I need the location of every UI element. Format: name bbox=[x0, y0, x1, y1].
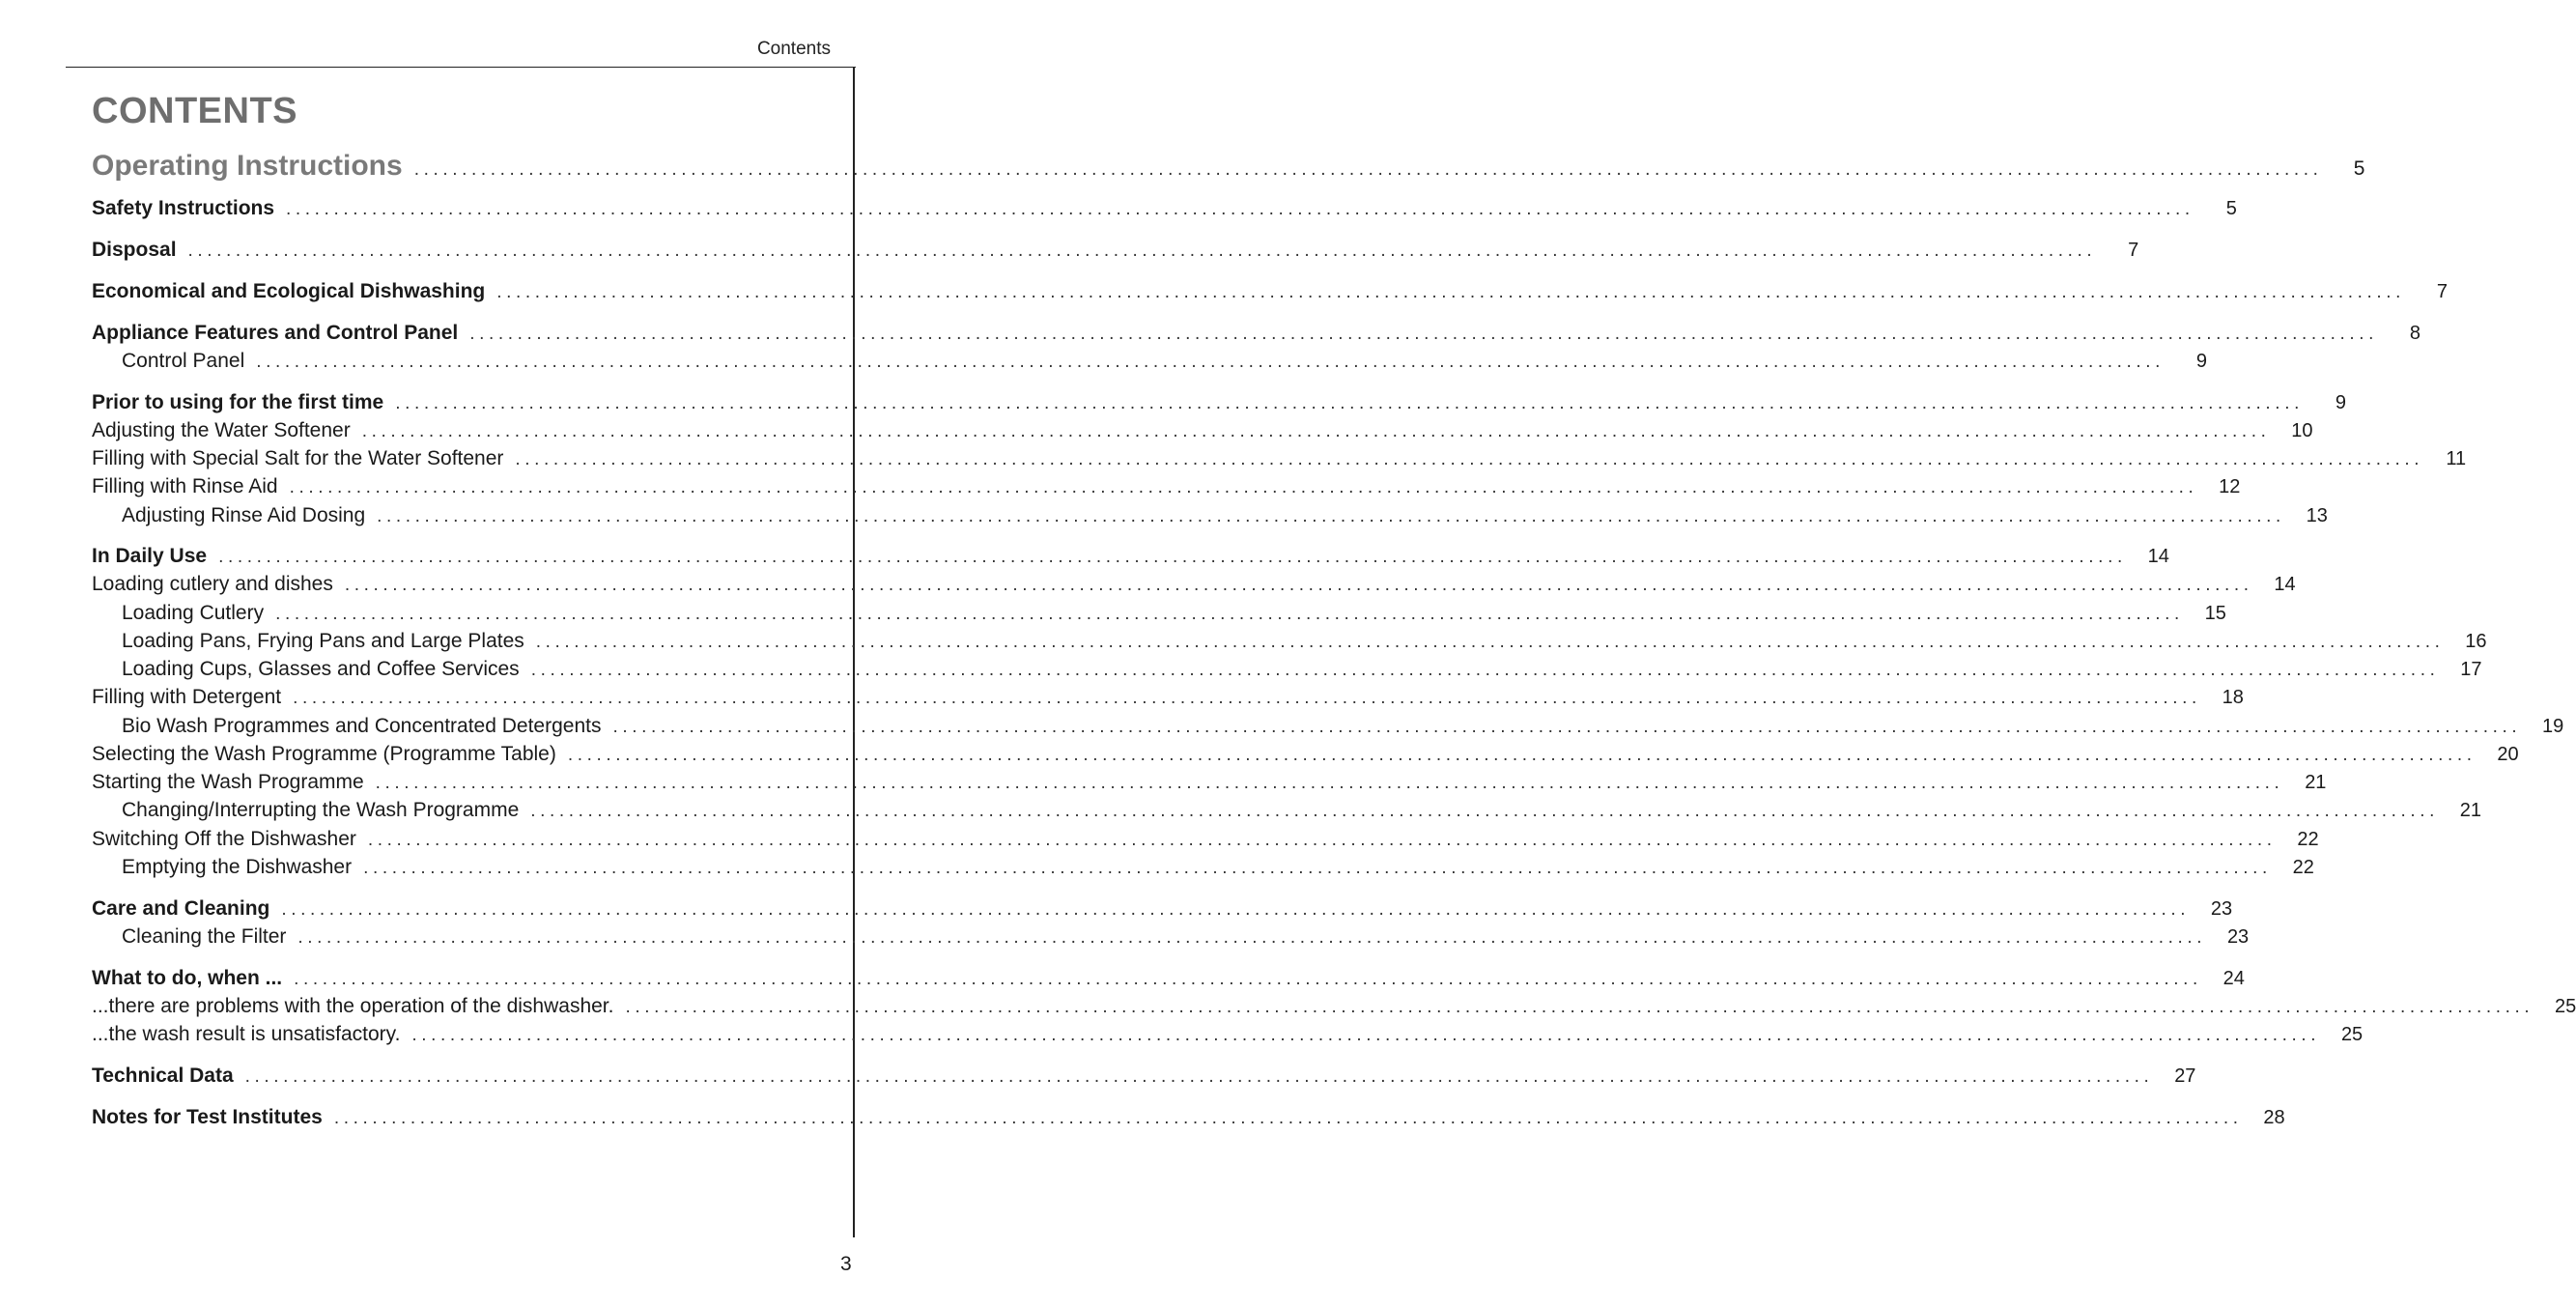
toc-entry-page: 17 bbox=[2460, 659, 2482, 680]
toc-entry bbox=[92, 896, 2233, 923]
toc-entry-page: 23 bbox=[2226, 926, 2250, 948]
toc-entry-page: 28 bbox=[2263, 1107, 2285, 1128]
toc-entry bbox=[122, 349, 2208, 375]
toc-entry-page: 10 bbox=[2291, 420, 2313, 441]
toc-entry-title: Emptying the Dishwasher bbox=[122, 856, 353, 878]
toc-entry-page: 23 bbox=[2210, 898, 2233, 920]
toc-entry-title: Care and Cleaning bbox=[92, 897, 270, 920]
toc-entry bbox=[92, 685, 2244, 711]
toc-entry-page: 12 bbox=[2219, 476, 2241, 497]
toc-entry bbox=[92, 544, 2169, 570]
dot-leader: ........................................................................................................................................................................................................ bbox=[281, 899, 2191, 920]
dot-leader: ........................................................................................................................................................................................................ bbox=[333, 1108, 2243, 1128]
toc-entry-title: Cleaning the Filter bbox=[122, 925, 287, 948]
toc-entry bbox=[92, 418, 2313, 444]
toc-entry bbox=[122, 629, 2487, 655]
dot-leader: ........................................................................................................................................................................................................ bbox=[289, 477, 2198, 497]
toc-entry-title: ...the wash result is unsatisfactory. bbox=[92, 1023, 401, 1045]
dot-leader: ........................................................................................................................................................................................................ bbox=[293, 688, 2201, 708]
toc-entry-page: 22 bbox=[2292, 857, 2314, 878]
toc-entry-page: 21 bbox=[2305, 772, 2327, 793]
toc-entry bbox=[122, 855, 2314, 881]
toc-entry bbox=[92, 321, 2421, 347]
toc-entry bbox=[92, 1105, 2285, 1131]
dot-leader: ........................................................................................................................................................................................................ bbox=[496, 282, 2406, 302]
toc-entry-page: 9 bbox=[2335, 392, 2346, 413]
toc-entry-title: Starting the Wash Programme bbox=[92, 771, 364, 793]
dot-leader: ........................................................................................................................................................................................................ bbox=[612, 717, 2522, 737]
dot-leader: ........................................................................................................................................................................................................ bbox=[567, 745, 2477, 765]
dot-leader: ........................................................................................................................................................................................................ bbox=[413, 159, 2323, 180]
toc-entry-title: In Daily Use bbox=[92, 545, 208, 567]
toc-entry-page: 13 bbox=[2306, 505, 2328, 526]
toc-entry-title: Loading Pans, Frying Pans and Large Plates bbox=[122, 630, 524, 652]
toc-entry-title: Filling with Detergent bbox=[92, 686, 282, 708]
toc-entry-title: Appliance Features and Control Panel bbox=[92, 322, 459, 344]
page-number: 3 bbox=[840, 1253, 852, 1275]
toc-entry-title: ...there are problems with the operation of the dishwasher. bbox=[92, 995, 614, 1017]
toc-entry bbox=[92, 994, 2576, 1020]
dot-leader: ........................................................................................................................................................................................................ bbox=[367, 830, 2277, 850]
dot-leader: ........................................................................................................................................................................................................ bbox=[515, 449, 2424, 469]
toc-entry bbox=[122, 924, 2250, 951]
toc-entry-page: 27 bbox=[2174, 1065, 2196, 1087]
dot-leader: ........................................................................................................................................................................................................ bbox=[256, 352, 2166, 372]
dot-leader: ........................................................................................................................................................................................................ bbox=[187, 241, 2097, 261]
toc-entry-title: Adjusting the Water Softener bbox=[92, 419, 351, 441]
dot-leader: ........................................................................................................................................................................................................ bbox=[469, 324, 2379, 344]
toc-entry-page: 21 bbox=[2459, 800, 2482, 821]
toc-entry-title: What to do, when ... bbox=[92, 967, 283, 989]
toc-entry bbox=[92, 827, 2319, 853]
dot-leader: ........................................................................................................................................................................................................ bbox=[244, 1066, 2154, 1087]
toc-entry-page: 9 bbox=[2195, 351, 2208, 372]
toc-entry-page: 5 bbox=[2225, 198, 2237, 219]
toc-entry-title: Safety Instructions bbox=[92, 197, 275, 219]
toc-entry-title: Loading Cutlery bbox=[122, 602, 265, 624]
toc-entry bbox=[122, 657, 2482, 683]
page-title: CONTENTS bbox=[92, 91, 297, 131]
toc-entry bbox=[92, 150, 2365, 186]
dot-leader: ........................................................................................................................................................................................................ bbox=[363, 858, 2272, 878]
dot-leader: ........................................................................................................................................................................................................ bbox=[535, 632, 2445, 652]
toc-entry-page: 25 bbox=[2555, 996, 2576, 1017]
toc-entry-title: Loading cutlery and dishes bbox=[92, 573, 333, 595]
toc-entry bbox=[92, 474, 2241, 500]
toc-entry-page: 18 bbox=[2222, 687, 2244, 708]
dot-leader: ........................................................................................................................................................................................................ bbox=[297, 927, 2207, 948]
dot-leader: ........................................................................................................................................................................................................ bbox=[625, 997, 2534, 1017]
toc-entry bbox=[92, 742, 2519, 768]
toc-entry-page: 11 bbox=[2446, 448, 2467, 469]
toc-entry-title: Notes for Test Institutes bbox=[92, 1106, 323, 1128]
toc-entry-title: Bio Wash Programmes and Concentrated Detergents bbox=[122, 715, 602, 737]
toc-entry-page: 16 bbox=[2465, 631, 2487, 652]
toc-entry-title: Control Panel bbox=[122, 350, 245, 372]
toc-entry-page: 7 bbox=[2436, 281, 2449, 302]
toc-entry-title: Economical and Ecological Dishwashing bbox=[92, 280, 486, 302]
dot-leader: ........................................................................................................................................................................................................ bbox=[286, 199, 2194, 219]
dot-leader: ........................................................................................................................................................................................................ bbox=[294, 969, 2202, 989]
toc-entry-page: 14 bbox=[2147, 546, 2169, 567]
toc-entry-title: Changing/Interrupting the Wash Programme bbox=[122, 799, 520, 821]
toc-entry-page: 7 bbox=[2128, 240, 2139, 261]
dot-leader: ........................................................................................................................................................................................................ bbox=[361, 421, 2271, 441]
toc-entry-title: Filling with Rinse Aid bbox=[92, 475, 278, 497]
toc-entry-page: 20 bbox=[2497, 744, 2519, 765]
toc-entry bbox=[122, 798, 2482, 824]
toc-entry bbox=[92, 196, 2237, 222]
toc-entry bbox=[92, 770, 2327, 796]
toc-entry bbox=[92, 279, 2449, 305]
toc-entry-title: Technical Data bbox=[92, 1065, 234, 1087]
toc-entry bbox=[92, 572, 2296, 598]
dot-leader: ........................................................................................................................................................................................................ bbox=[395, 393, 2304, 413]
dot-leader: ........................................................................................................................................................................................................ bbox=[344, 575, 2253, 595]
toc-entry bbox=[122, 601, 2226, 627]
toc-entry-page: 14 bbox=[2274, 574, 2296, 595]
running-header: Contents bbox=[756, 39, 831, 59]
toc-entry bbox=[92, 390, 2346, 416]
toc-entry-title: Disposal bbox=[92, 239, 177, 261]
dot-leader: ........................................................................................................................................................................................................ bbox=[218, 547, 2127, 567]
toc-entry-page: 15 bbox=[2204, 603, 2226, 624]
toc-entry bbox=[92, 966, 2245, 992]
dot-leader: ........................................................................................................................................................................................................ bbox=[530, 660, 2440, 680]
toc-entry bbox=[122, 714, 2564, 740]
toc-entry bbox=[92, 238, 2139, 264]
toc-entry-title: Filling with Special Salt for the Water Softener bbox=[92, 447, 504, 469]
dot-leader: ........................................................................................................................................................................................................ bbox=[275, 604, 2184, 624]
dot-leader: ........................................................................................................................................................................................................ bbox=[411, 1025, 2321, 1045]
toc-entry-page: 24 bbox=[2222, 968, 2245, 989]
dot-leader: ........................................................................................................................................................................................................ bbox=[377, 506, 2285, 526]
toc-entry bbox=[92, 1064, 2196, 1090]
toc-entry-page: 19 bbox=[2541, 716, 2564, 737]
dot-leader: ........................................................................................................................................................................................................ bbox=[375, 773, 2284, 793]
toc-entry bbox=[122, 503, 2328, 529]
toc-entry-page: 25 bbox=[2340, 1024, 2364, 1045]
dot-leader: ........................................................................................................................................................................................................ bbox=[530, 801, 2440, 821]
toc-entry-title: Prior to using for the first time bbox=[92, 391, 384, 413]
toc-entry-page: 5 bbox=[2353, 157, 2365, 180]
toc-entry bbox=[92, 1022, 2364, 1048]
toc-entry-title: Operating Instructions bbox=[92, 150, 403, 182]
toc-entry-page: 8 bbox=[2409, 323, 2421, 344]
toc-entry-title: Selecting the Wash Programme (Programme Table) bbox=[92, 743, 556, 765]
toc-entry-page: 22 bbox=[2297, 829, 2319, 850]
toc-entry-title: Adjusting Rinse Aid Dosing bbox=[122, 504, 366, 526]
toc-entry-title: Switching Off the Dishwasher bbox=[92, 828, 356, 850]
toc-entry bbox=[92, 446, 2467, 472]
toc-entry-title: Loading Cups, Glasses and Coffee Services bbox=[122, 658, 520, 680]
